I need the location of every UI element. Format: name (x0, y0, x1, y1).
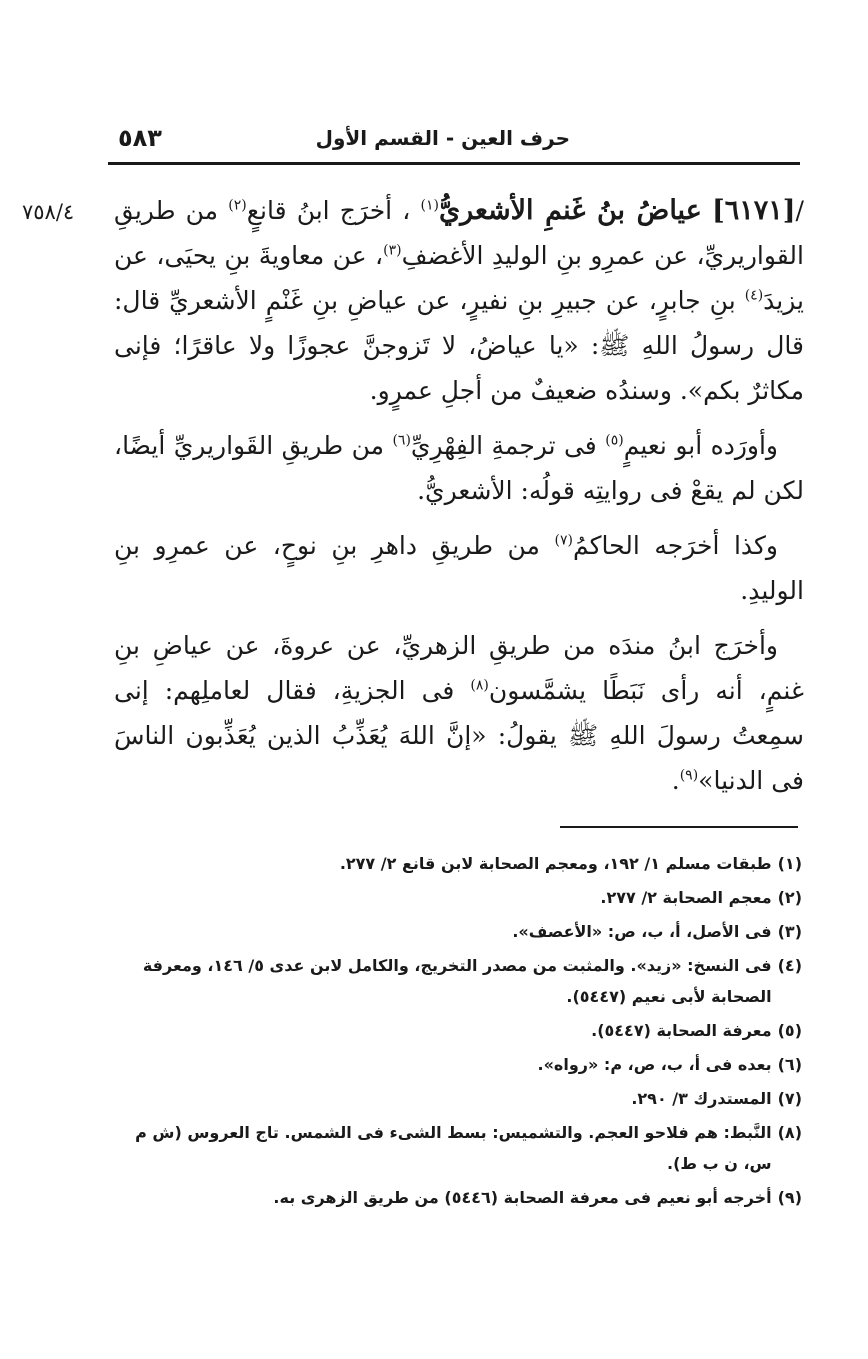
footnote-ref-2: (٢) (228, 197, 247, 214)
entry-text-b: من طريقِ القواريريِّ، عن عمرِو بنِ الوليدِ الأغضفِ (114, 196, 804, 270)
footnote (108, 1117, 802, 1179)
p2-text-c: من طريقِ القَواريريِّ أيضًا، لكن لم يقعْ فى روايتِه قولُه: الأشعريُّ. (114, 431, 804, 505)
p4-text-c: . (671, 766, 680, 795)
footnote-ref-8: (٨) (470, 677, 489, 694)
footnote-ref-9: (٩) (679, 767, 699, 784)
paragraph-ibn-mandah (114, 623, 804, 803)
paragraph-hakim (114, 523, 804, 613)
footnote-number: (٣) (777, 922, 802, 941)
footnote-text: معرفة الصحابة (٥٤٤٧). (591, 1021, 772, 1040)
header-rule (108, 162, 800, 165)
entry-paragraph (114, 188, 804, 413)
footnote-ref-7: (٧) (554, 532, 573, 549)
footnote-number: (٤) (777, 956, 802, 975)
footnote (108, 916, 802, 947)
footnote (108, 1083, 802, 1114)
footnote-number: (٩) (777, 1188, 802, 1207)
footnote-text: طبقات مسلم ١/ ١٩٢، ومعجم الصحابة لابن قانع ٢/ ٢٧٧. (339, 854, 772, 873)
footnote (108, 1049, 802, 1080)
p3-text-a: وكذا أخرَجه الحاكمُ (572, 531, 778, 560)
footnote-number: (٦) (777, 1055, 802, 1074)
footnote-number: (٢) (777, 888, 802, 907)
footnote-text: بعده فى أ، ب، ص، م: «رواه». (537, 1055, 772, 1074)
footnote-number: (٧) (777, 1089, 802, 1108)
p4-text-b: فى الجزيةِ، فقال لعاملِهم: إنى سمِعتُ رسولَ اللهِ ﷺ يقولُ: «إنَّ اللهَ يُعَذِّبُ الذين يُعَذِّبون الناسَ فى الدنيا» (114, 676, 804, 795)
footnote (108, 950, 802, 1012)
p2-text-b: فى ترجمةِ الفِهْرِيِّ (410, 431, 597, 460)
entry-text-c: ، عن معاويةَ بنِ يحيَى، عن يزيدَ (114, 241, 804, 315)
footnote-text: النَّبط: هم فلاحو العجم. والتشميس: بسط الشىء فى الشمس. تاج العروس (ش م س، ن ب ط). (135, 1123, 772, 1173)
entry-text-d: بنِ جابرٍ، عن جبيرِ بنِ نفيرٍ، عن عياضِ بنِ غَنْمٍ الأشعريِّ قال: قال رسولُ اللهِ ﷺ: «يا عياضُ، لا تَزوجنَّ عجوزًا ولا عاقرًا؛ فإنى مكاثرٌ بكم». وسندُه ضعيفٌ من أجلِ عمرٍو. (114, 286, 804, 405)
p3-text-b: من طريقِ داهرِ بنِ نوحٍ، عن عمرِو بنِ الوليدِ. (114, 531, 804, 605)
footnote-text: أخرجه أبو نعيم فى معرفة الصحابة (٥٤٤٦) من طريق الزهرى به. (273, 1188, 772, 1207)
footnote-ref-5: (٥) (605, 432, 624, 449)
paragraph-abu-nuaim (114, 423, 804, 513)
margin-reference: ٧٥٨/٤ (22, 200, 75, 224)
entry-slash: / (795, 196, 804, 225)
footnote (108, 848, 802, 879)
footnote-number: (١) (777, 854, 802, 873)
footnote-number: (٨) (777, 1123, 802, 1142)
page-header (110, 118, 798, 158)
footnote (108, 1182, 802, 1213)
footnote (108, 882, 802, 913)
footnote-text: المستدرك ٣/ ٢٩٠. (631, 1089, 772, 1108)
footnote-ref-1: (١) (420, 197, 439, 214)
footnote (108, 1015, 802, 1046)
entry-name: عياضُ بنُ غَنمِ الأشعريُّ (438, 195, 702, 226)
p2-text-a: وأورَده أبو نعيمٍ (623, 431, 778, 460)
footnote-ref-6: (٦) (392, 432, 411, 449)
page-number: ٥٨٣ (118, 124, 162, 152)
entry-number: [٦١٧١] (711, 195, 796, 226)
footnote-ref-4: (٤) (744, 287, 764, 304)
main-text (114, 188, 804, 813)
footnote-number: (٥) (777, 1021, 802, 1040)
footnote-text: معجم الصحابة ٢/ ٢٧٧. (600, 888, 772, 907)
footnote-separator (560, 826, 798, 828)
footnote-text: فى الأصل، أ، ب، ص: «الأعصف». (512, 922, 772, 941)
footnote-ref-3: (٣) (383, 242, 402, 259)
entry-text-a: ، أخرَج ابنُ قانعٍ (246, 196, 411, 225)
running-title: حرف العين - القسم الأول (315, 126, 570, 150)
footnote-text: فى النسخ: «زيد». والمثبت من مصدر التخريج، والكامل لابن عدى ٥/ ١٤٦، ومعرفة الصحابة لأبى نعيم (٥٤٤٧). (142, 956, 772, 1006)
p4-text-a: وأخرَج ابنُ مندَه من طريقِ الزهريِّ، عن عروةَ، عن عياضِ بنِ غنمٍ، أنه رأى نَبَطًا يشمَّسون (114, 631, 804, 705)
footnotes (108, 848, 802, 1216)
